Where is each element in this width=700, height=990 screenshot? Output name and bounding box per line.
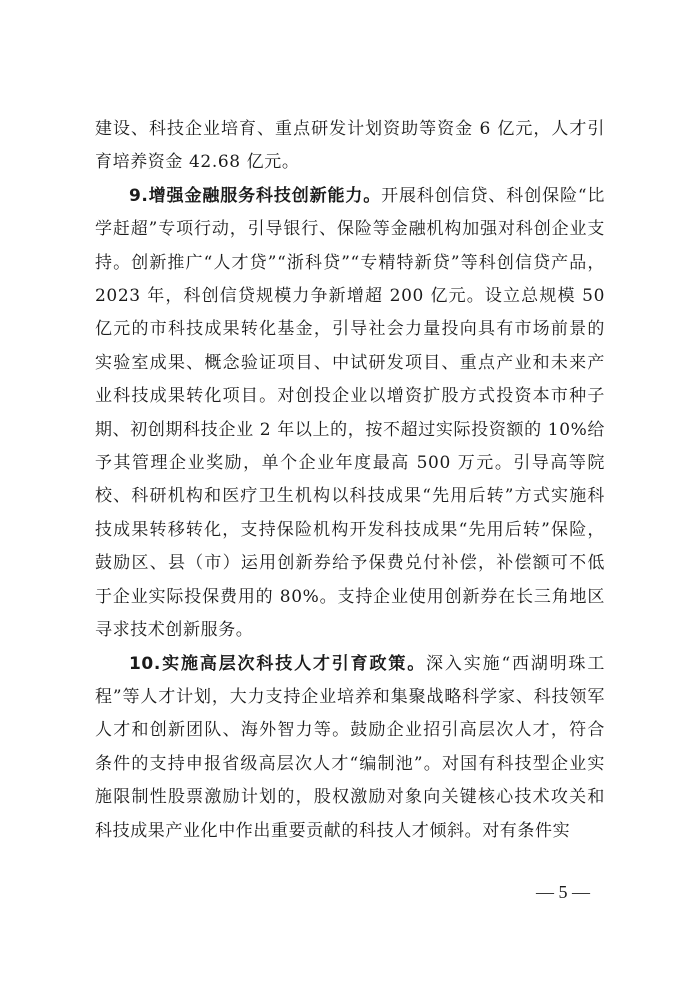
item-10-body: 深入实施“西湖明珠工程”等人才计划，大力支持企业培养和集聚战略科学家、科技领军人才和创新团队、海外智力等。鼓励企业招引高层次人才，符合条件的支持申报省级高层次人才“编制池”。对国有科技型企业实施限制性股票激励计划的，股权激励对象向关键核心技术攻关和科技成果产业化中作出重要贡献的科技人才倾斜。对有条件实 <box>95 653 605 841</box>
paragraph-item-10 <box>95 648 605 848</box>
page-number: — 5 — <box>536 882 590 902</box>
item-9-heading: 9.增强金融服务科技创新能力。 <box>129 185 382 206</box>
paragraph-continuation: 建设、科技企业培育、重点研发计划资助等资金 6 亿元，人才引育培养资金 42.68 亿元。 <box>95 119 605 173</box>
paragraph-item-9 <box>95 180 605 648</box>
item-9-body: 开展科创信贷、科创保险“比学赶超”专项行动，引导银行、保险等金融机构加强对科创企业支持。创新推广“人才贷”“浙科贷”“专精特新贷”等科创信贷产品，2023 年，科创信贷规模力争新增超 200 亿元。设立总规模 50 亿元的市科技成果转化基金，引导社会力量投向具有市场前景的实验室成果、概念验证项目、中试研发项目、重点产业和未来产业科技成果转化项目。对创投企业以增资扩股方式投资本市种子期、初创期科技企业 2 年以上的，按不超过实际投资额的 10%给予其管理企业奖励，单个企业年度最高 500 万元。引导高等院校、科研机构和医疗卫生机构以科技成果“先用后转”方式实施科技成果转移转化，支持保险机构开发科技成果“先用后转”保险，鼓励区、县（市）运用创新券给予保费兑付补偿，补偿额可不低于企业实际投保费用的 80%。支持企业使用创新券在长三角地区寻求技术创新服务。 <box>95 185 605 641</box>
body-text <box>95 113 605 848</box>
item-10-heading: 10.实施高层次科技人才引育政策。 <box>129 653 427 674</box>
